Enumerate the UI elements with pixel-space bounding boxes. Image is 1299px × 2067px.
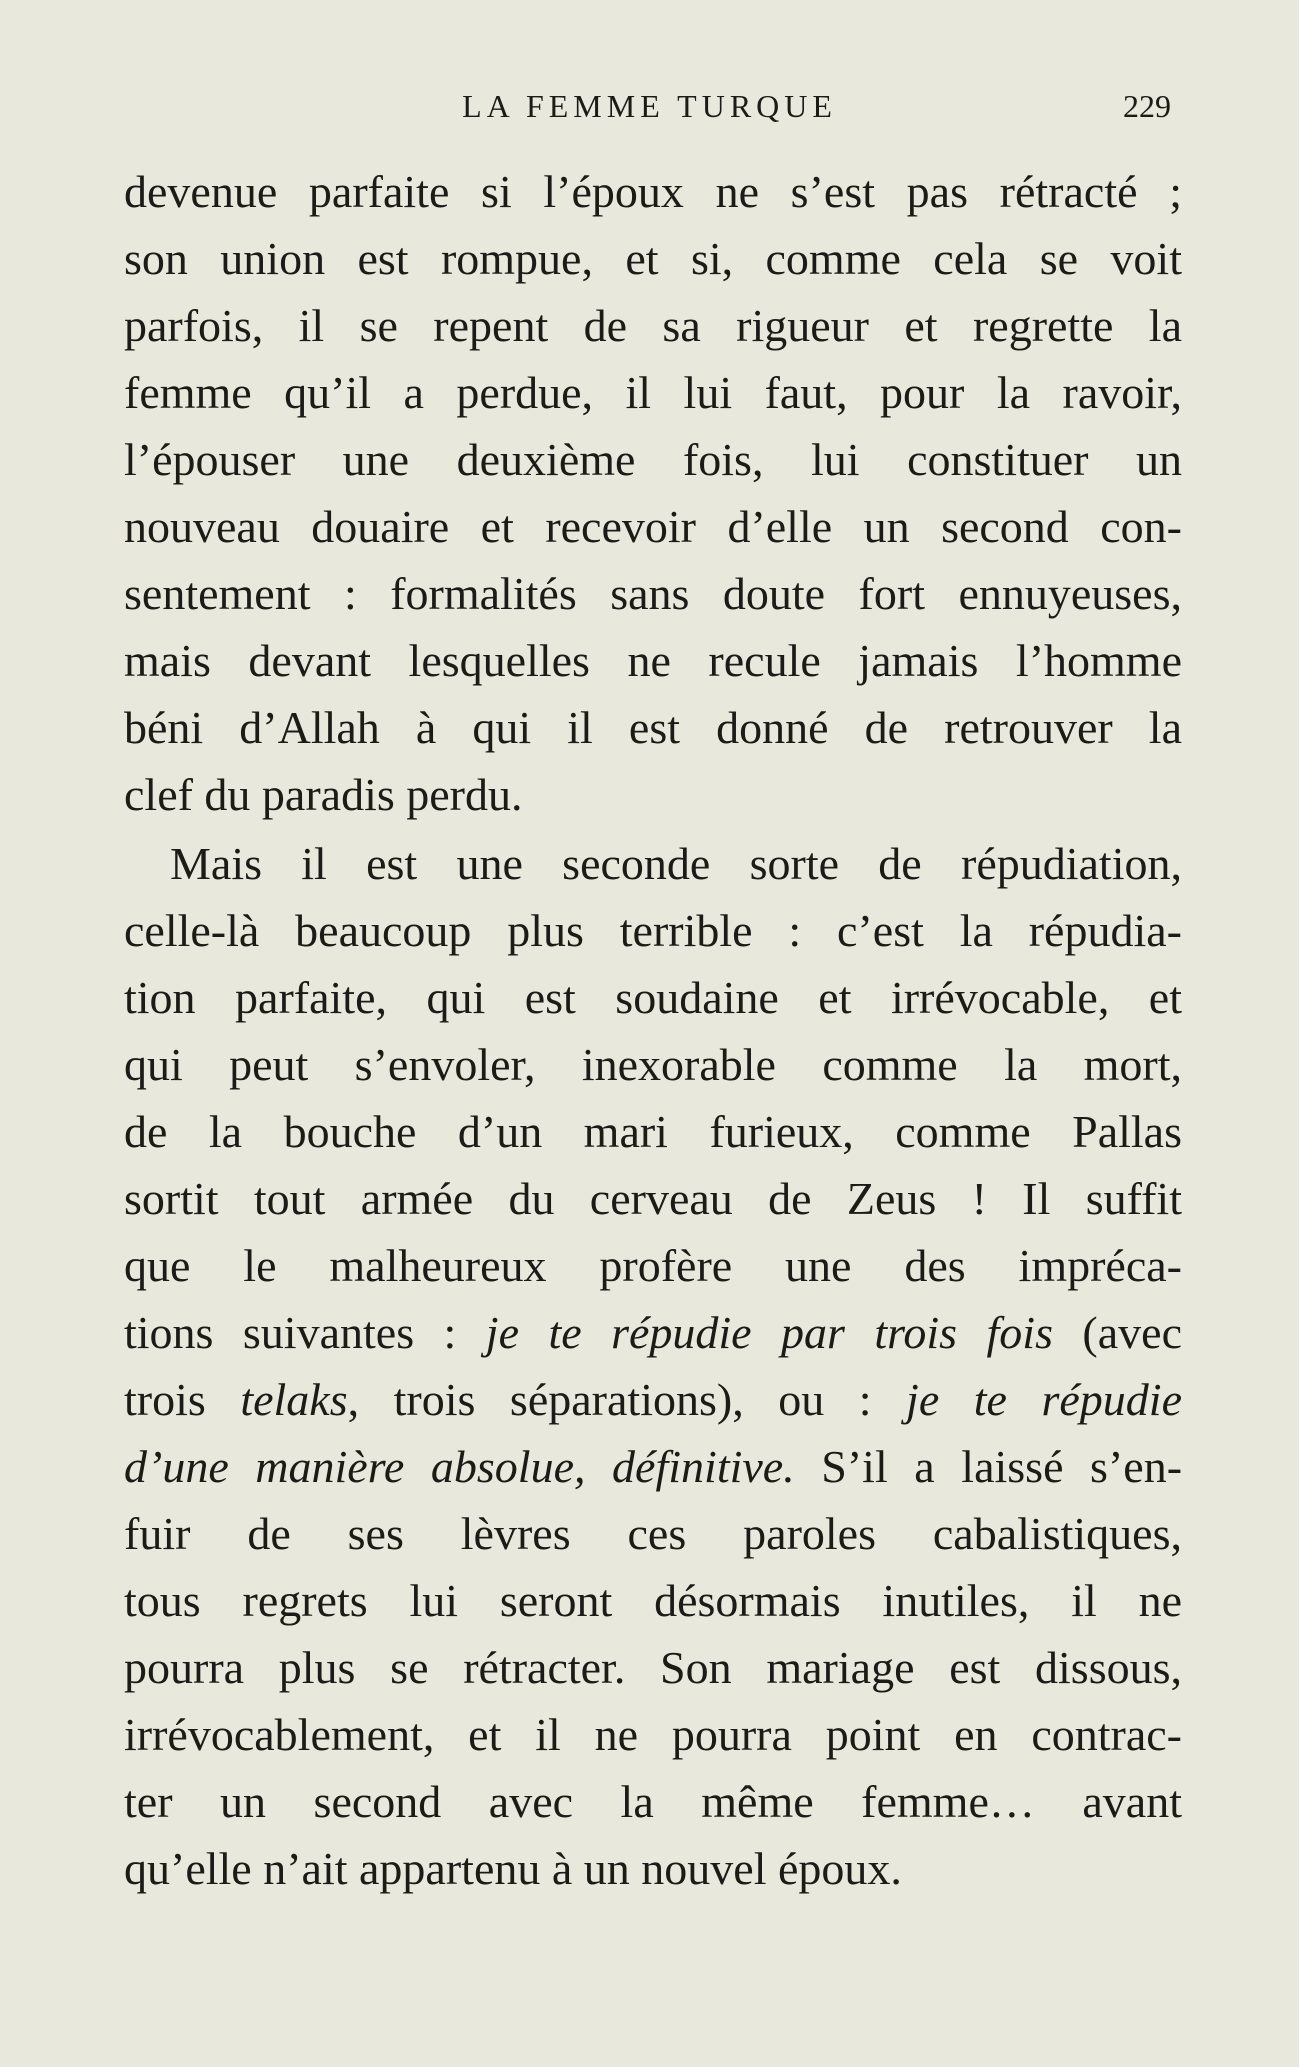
running-title: LA FEMME TURQUE bbox=[462, 88, 837, 124]
text-line: irrévocablement, et il ne pourra point en contrac- bbox=[124, 1709, 1182, 1760]
text-line: qu’elle n’ait appartenu à un nouvel époux. bbox=[124, 1843, 902, 1894]
text-run: (avec bbox=[1052, 1307, 1182, 1358]
text-line: mais devant lesquelles ne recule jamais l’homme bbox=[124, 635, 1182, 686]
page-number: 229 bbox=[1123, 88, 1171, 124]
italic-run: telaks bbox=[240, 1374, 348, 1425]
text-line bbox=[124, 1433, 1182, 1500]
italic-run: je te répudie par trois fois bbox=[485, 1307, 1053, 1358]
text-line: parfois, il se repent de sa rigueur et regrette la bbox=[124, 300, 1182, 351]
text-line: de la bouche d’un mari furieux, comme Pallas bbox=[124, 1106, 1182, 1157]
text-run: S’il a laissé s’en- bbox=[794, 1441, 1183, 1492]
text-line: sentement : formalités sans doute fort ennuyeuses, bbox=[124, 568, 1182, 619]
text-line: fuir de ses lèvres ces paroles cabalistiques, bbox=[124, 1508, 1182, 1559]
paragraph-1 bbox=[124, 158, 1182, 828]
text-line: celle-là beaucoup plus terrible : c’est la répudia- bbox=[124, 905, 1182, 956]
text-line: l’épouser une deuxième fois, lui constituer un bbox=[124, 434, 1182, 485]
text-line: tous regrets lui seront désormais inutiles, il ne bbox=[124, 1575, 1182, 1626]
text-line: sortit tout armée du cerveau de Zeus ! Il suffit bbox=[124, 1173, 1182, 1224]
text-line: devenue parfaite si l’époux ne s’est pas rétracté ; bbox=[124, 166, 1182, 217]
text-line: clef du paradis perdu. bbox=[124, 769, 523, 820]
text-line: béni d’Allah à qui il est donné de retrouver la bbox=[124, 702, 1182, 753]
text-run: trois bbox=[124, 1374, 241, 1425]
text-line: son union est rompue, et si, comme cela se voit bbox=[124, 233, 1182, 284]
text-line: ter un second avec la même femme… avant bbox=[124, 1776, 1182, 1827]
body-text bbox=[124, 158, 1182, 1902]
text-line bbox=[124, 1366, 1182, 1433]
text-line: que le malheureux profère une des impréca- bbox=[124, 1240, 1182, 1291]
text-run: , trois séparations), ou : bbox=[347, 1374, 907, 1425]
paragraph-2 bbox=[124, 830, 1182, 1902]
italic-run: je te répudie bbox=[906, 1374, 1183, 1425]
running-head bbox=[0, 88, 1299, 138]
text-line: qui peut s’envoler, inexorable comme la mort, bbox=[124, 1039, 1182, 1090]
text-line bbox=[124, 1299, 1182, 1366]
italic-run: d’une manière absolue, définitive. bbox=[124, 1441, 795, 1492]
text-line: pourra plus se rétracter. Son mariage est dissous, bbox=[124, 1642, 1182, 1693]
text-line: tion parfaite, qui est soudaine et irrévocable, et bbox=[124, 972, 1182, 1023]
text-run: tions suivantes : bbox=[124, 1307, 486, 1358]
text-line: Mais il est une seconde sorte de répudiation, bbox=[170, 838, 1182, 889]
text-line: femme qu’il a perdue, il lui faut, pour la ravoir, bbox=[124, 367, 1182, 418]
text-line: nouveau douaire et recevoir d’elle un second con- bbox=[124, 501, 1182, 552]
